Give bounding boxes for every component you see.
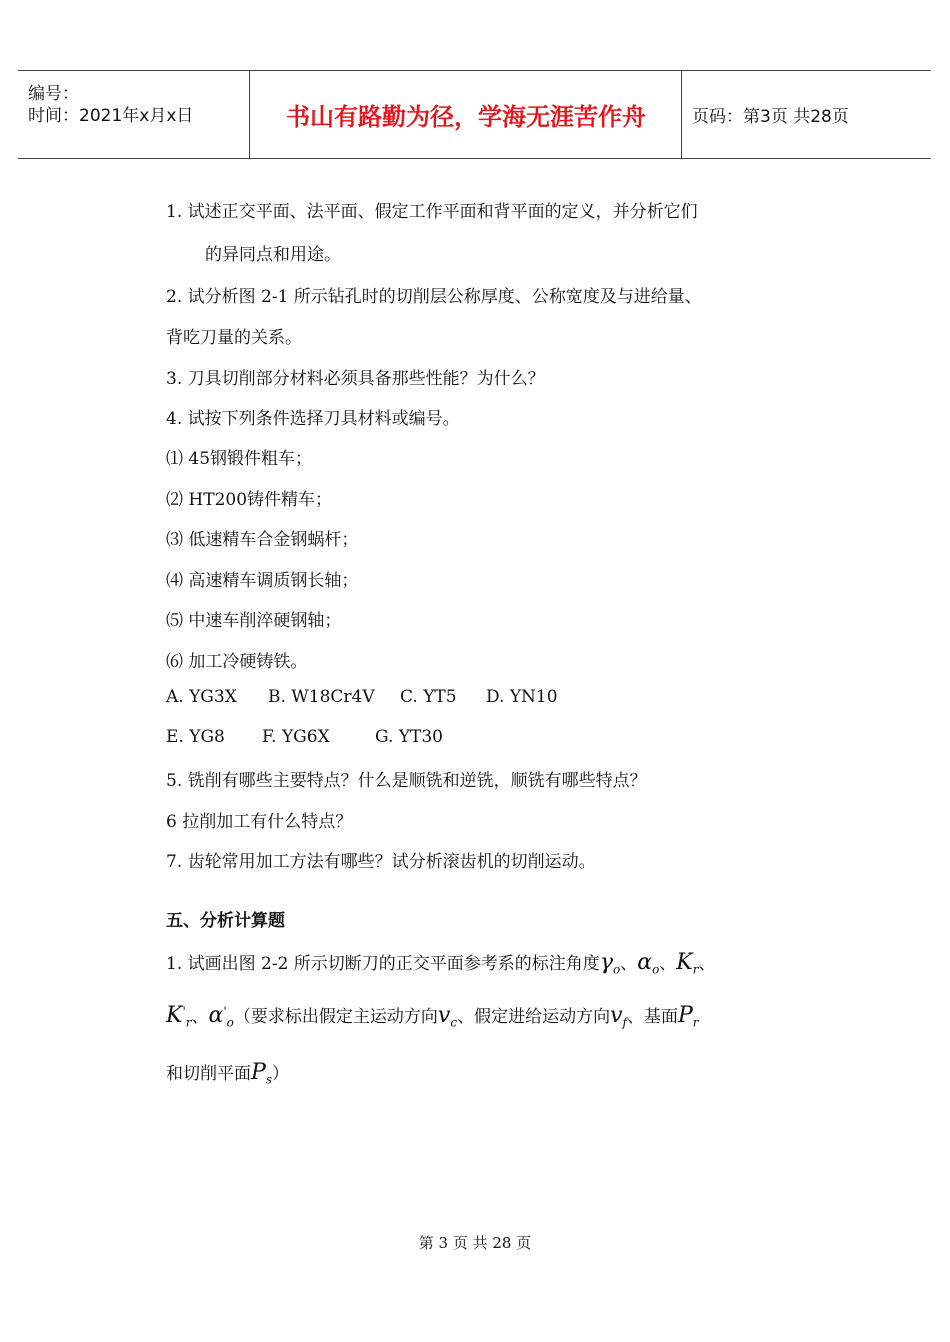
question-2-line2: 背吃刀量的关系。 [166, 328, 302, 348]
header-motto [251, 71, 682, 158]
alpha-prime-symbol: α [208, 1003, 224, 1028]
alpha-subscript: o [652, 962, 660, 977]
question-1-line1: 1. 试述正交平面、法平面、假定工作平面和背平面的定义，并分析它们 [166, 202, 698, 222]
number-label: 编号： [28, 84, 79, 104]
q1-text-part4: 、基面 [626, 1007, 678, 1027]
vf-symbol: v [610, 1003, 623, 1028]
option-b: B. W18Cr4V [268, 687, 375, 707]
page-header [18, 70, 931, 159]
q4-item-6: ⑹ 加工冷硬铸铁。 [166, 652, 308, 672]
gamma-subscript: o [612, 962, 621, 977]
time-label: 时间：2021年x月x日 [28, 106, 194, 126]
q1-text-part1: 1. 试画出图 2-2 所示切断刀的正交平面参考系的标注角度 [166, 954, 600, 974]
question-4: 4. 试按下列条件选择刀具材料或编号。 [166, 409, 460, 429]
separator: 、 [659, 954, 677, 974]
separator: 、 [698, 954, 716, 974]
option-e: E. YG8 [166, 727, 225, 747]
kappa-prime-symbol: K [166, 1003, 183, 1028]
question-5: 5. 铣削有哪些主要特点？什么是顺铣和逆铣，顺铣有哪些特点？ [166, 771, 647, 791]
option-a: A. YG3X [166, 687, 237, 707]
option-g: G. YT30 [375, 727, 443, 747]
kappa-symbol: K [676, 950, 693, 975]
pr-subscript: r [692, 1015, 699, 1030]
header-page-info: 页码：第3页 共28页 [692, 107, 849, 127]
separator: 、 [620, 954, 638, 974]
section5-q1-line3 [166, 1059, 289, 1086]
separator: 、 [191, 1007, 209, 1027]
option-f: F. YG6X [262, 727, 330, 747]
question-7: 7. 齿轮常用加工方法有哪些？试分析滚齿机的切削运动。 [166, 852, 596, 872]
question-3: 3. 刀具切削部分材料必须具备那些性能？为什么？ [166, 369, 545, 389]
section5-q1-line2 [166, 1002, 699, 1029]
alpha-symbol: α [637, 950, 653, 975]
vc-symbol: v [437, 1003, 451, 1028]
vf-subscript: f [622, 1015, 627, 1030]
option-c: C. YT5 [400, 687, 457, 707]
pr-symbol: P [677, 1003, 693, 1028]
gamma-symbol: γ [599, 950, 613, 975]
q4-item-2: ⑵ HT200铸件精车； [166, 490, 333, 510]
q1-text-part3: 、假定进给运动方向 [457, 1007, 611, 1027]
ps-subscript: s [265, 1072, 272, 1087]
motto-text: 书山有路勤为径，学海无涯苦作舟 [286, 103, 646, 131]
q1-text-part5: 和切削平面 [166, 1064, 251, 1084]
vc-subscript: c [450, 1015, 458, 1030]
q1-text-part2: （要求标出假定主运动方向 [233, 1007, 438, 1027]
kappa-prime-mark: ' [182, 1004, 186, 1019]
alpha-prime-mark: ' [223, 1004, 227, 1019]
section5-q1-line1 [166, 949, 715, 976]
header-meta [18, 71, 250, 158]
kappa-prime-subscript: r [185, 1015, 192, 1030]
question-1-line2: 的异同点和用途。 [205, 245, 341, 265]
options-row-2 [166, 727, 443, 747]
question-6: 6 拉削加工有什么特点？ [166, 812, 353, 832]
ps-symbol: P [251, 1060, 266, 1085]
q4-item-5: ⑸ 中速车削淬硬钢轴； [166, 611, 342, 631]
q4-item-3: ⑶ 低速精车合金钢蜗杆； [166, 530, 359, 550]
option-d: D. YN10 [486, 687, 558, 707]
options-row-1 [166, 687, 558, 707]
page-footer: 第 3 页 共 28 页 [418, 1234, 532, 1252]
q4-item-4: ⑷ 高速精车调质钢长轴； [166, 571, 359, 591]
alpha-prime-subscript: o [226, 1015, 234, 1030]
close-paren: ） [271, 1064, 289, 1084]
q4-item-1: ⑴ 45钢锻件粗车； [166, 449, 313, 469]
kappa-subscript: r [692, 962, 699, 977]
question-2-line1: 2. 试分析图 2-1 所示钻孔时的切削层公称厚度、公称宽度及与进给量、 [166, 287, 702, 307]
section-5-title: 五、分析计算题 [166, 911, 285, 931]
